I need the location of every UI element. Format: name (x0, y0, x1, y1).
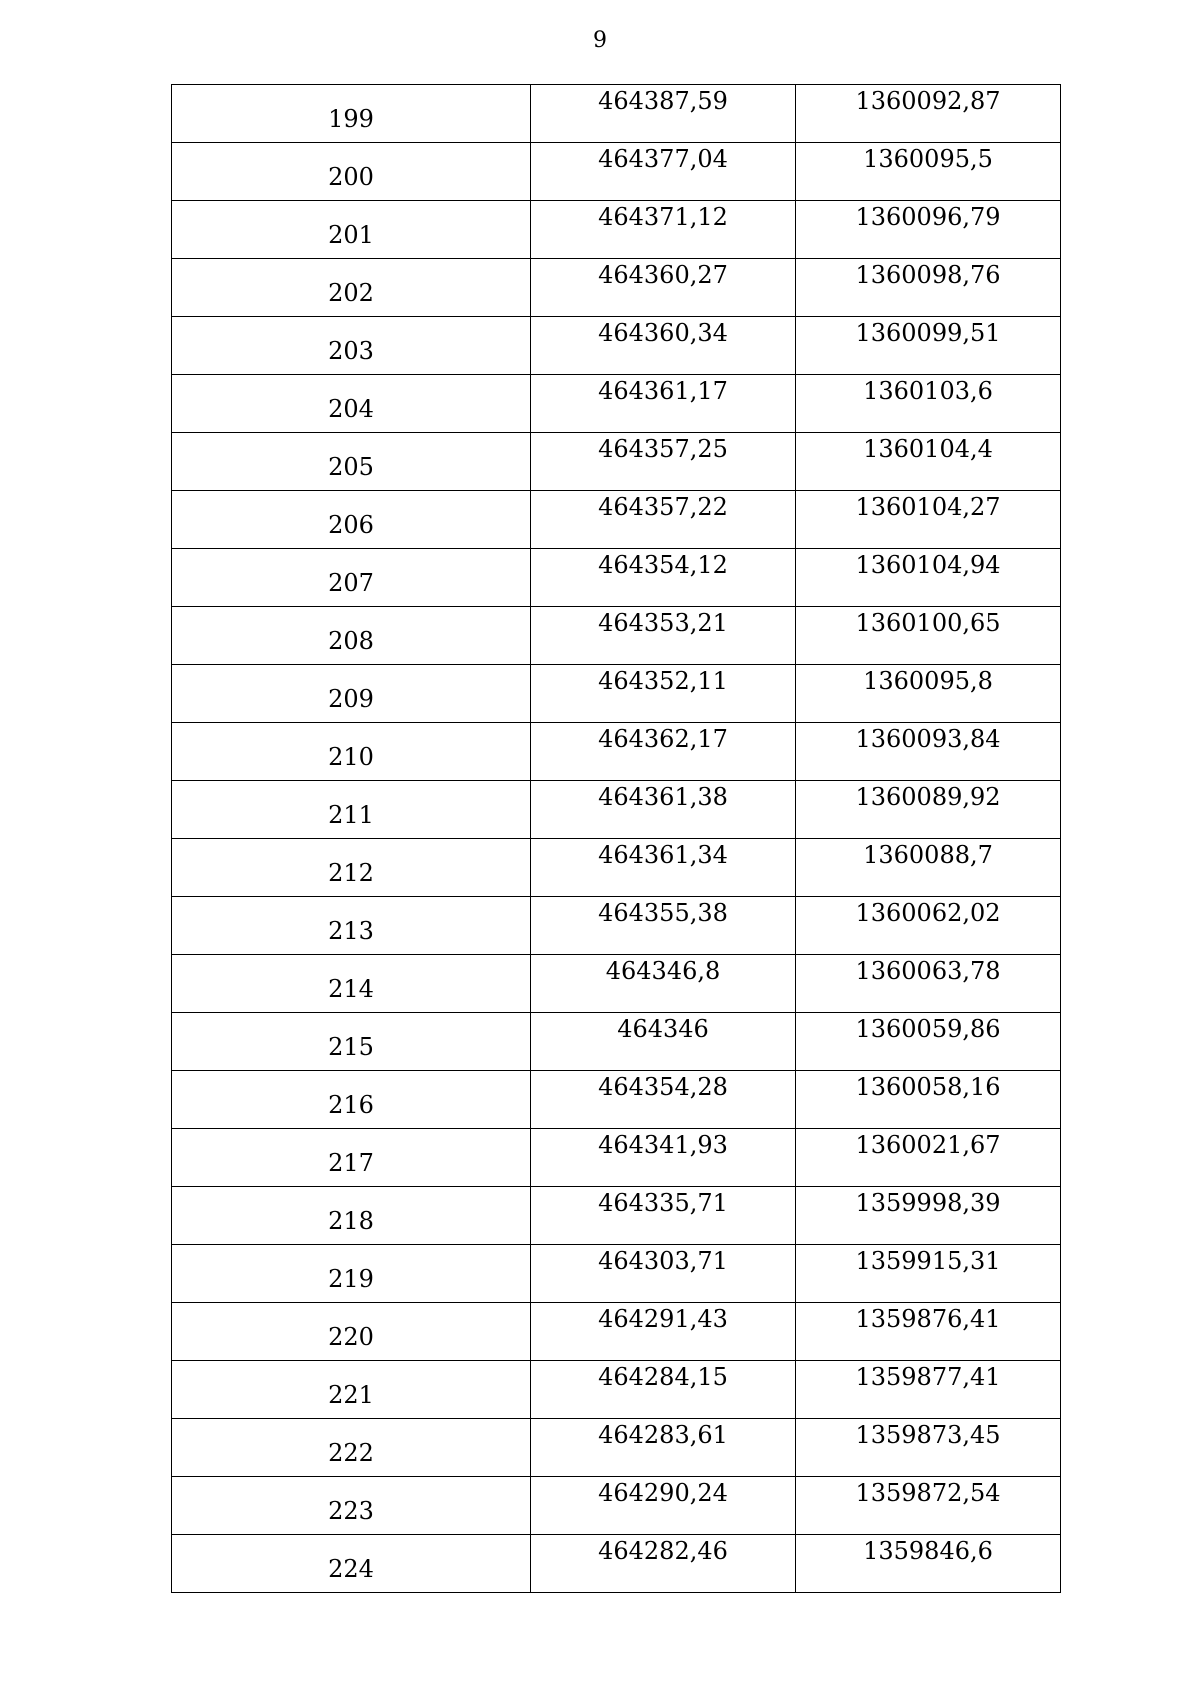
y-coordinate-cell: 1360021,67 (796, 1129, 1061, 1187)
table-row (172, 665, 1061, 723)
coordinates-table-body (172, 85, 1061, 1593)
y-coordinate-cell: 1359846,6 (796, 1535, 1061, 1593)
point-number-cell: 216 (172, 1071, 531, 1129)
table-row (172, 1245, 1061, 1303)
table-row (172, 1535, 1061, 1593)
x-coordinate-cell: 464353,21 (531, 607, 796, 665)
y-coordinate-cell: 1360058,16 (796, 1071, 1061, 1129)
table-row (172, 1013, 1061, 1071)
x-coordinate-cell: 464284,15 (531, 1361, 796, 1419)
y-coordinate-cell: 1359873,45 (796, 1419, 1061, 1477)
point-number-cell: 210 (172, 723, 531, 781)
y-coordinate-cell: 1359876,41 (796, 1303, 1061, 1361)
point-number-cell: 209 (172, 665, 531, 723)
page-number: 9 (593, 28, 607, 53)
point-number-cell: 220 (172, 1303, 531, 1361)
x-coordinate-cell: 464355,38 (531, 897, 796, 955)
table-row (172, 723, 1061, 781)
x-coordinate-cell: 464360,27 (531, 259, 796, 317)
table-row (172, 491, 1061, 549)
point-number-cell: 214 (172, 955, 531, 1013)
y-coordinate-cell: 1360095,8 (796, 665, 1061, 723)
point-number-cell: 211 (172, 781, 531, 839)
x-coordinate-cell: 464341,93 (531, 1129, 796, 1187)
x-coordinate-cell: 464346,8 (531, 955, 796, 1013)
y-coordinate-cell: 1360103,6 (796, 375, 1061, 433)
x-coordinate-cell: 464357,25 (531, 433, 796, 491)
x-coordinate-cell: 464354,12 (531, 549, 796, 607)
y-coordinate-cell: 1360062,02 (796, 897, 1061, 955)
table-row (172, 1129, 1061, 1187)
x-coordinate-cell: 464371,12 (531, 201, 796, 259)
point-number-cell: 222 (172, 1419, 531, 1477)
x-coordinate-cell: 464361,38 (531, 781, 796, 839)
x-coordinate-cell: 464352,11 (531, 665, 796, 723)
table-row (172, 1477, 1061, 1535)
point-number-cell: 202 (172, 259, 531, 317)
table-row (172, 549, 1061, 607)
table-row (172, 607, 1061, 665)
point-number-cell: 223 (172, 1477, 531, 1535)
y-coordinate-cell: 1360104,27 (796, 491, 1061, 549)
y-coordinate-cell: 1359872,54 (796, 1477, 1061, 1535)
table-row (172, 433, 1061, 491)
x-coordinate-cell: 464291,43 (531, 1303, 796, 1361)
table-row (172, 201, 1061, 259)
table-row (172, 1071, 1061, 1129)
point-number-cell: 221 (172, 1361, 531, 1419)
table-row (172, 1419, 1061, 1477)
table-row (172, 317, 1061, 375)
point-number-cell: 199 (172, 85, 531, 143)
table-row (172, 85, 1061, 143)
y-coordinate-cell: 1359877,41 (796, 1361, 1061, 1419)
x-coordinate-cell: 464283,61 (531, 1419, 796, 1477)
y-coordinate-cell: 1360059,86 (796, 1013, 1061, 1071)
table-row (172, 897, 1061, 955)
point-number-cell: 217 (172, 1129, 531, 1187)
point-number-cell: 213 (172, 897, 531, 955)
y-coordinate-cell: 1359915,31 (796, 1245, 1061, 1303)
table-row (172, 1303, 1061, 1361)
x-coordinate-cell: 464335,71 (531, 1187, 796, 1245)
point-number-cell: 206 (172, 491, 531, 549)
coordinates-table (171, 84, 1061, 1593)
point-number-cell: 205 (172, 433, 531, 491)
x-coordinate-cell: 464354,28 (531, 1071, 796, 1129)
x-coordinate-cell: 464346 (531, 1013, 796, 1071)
point-number-cell: 218 (172, 1187, 531, 1245)
y-coordinate-cell: 1360092,87 (796, 85, 1061, 143)
y-coordinate-cell: 1360093,84 (796, 723, 1061, 781)
point-number-cell: 200 (172, 143, 531, 201)
point-number-cell: 201 (172, 201, 531, 259)
y-coordinate-cell: 1360063,78 (796, 955, 1061, 1013)
y-coordinate-cell: 1360089,92 (796, 781, 1061, 839)
y-coordinate-cell: 1360104,94 (796, 549, 1061, 607)
table-row (172, 143, 1061, 201)
y-coordinate-cell: 1360100,65 (796, 607, 1061, 665)
table-row (172, 839, 1061, 897)
table-row (172, 955, 1061, 1013)
x-coordinate-cell: 464361,17 (531, 375, 796, 433)
y-coordinate-cell: 1359998,39 (796, 1187, 1061, 1245)
x-coordinate-cell: 464362,17 (531, 723, 796, 781)
x-coordinate-cell: 464387,59 (531, 85, 796, 143)
point-number-cell: 208 (172, 607, 531, 665)
table-row (172, 259, 1061, 317)
table-row (172, 375, 1061, 433)
point-number-cell: 219 (172, 1245, 531, 1303)
x-coordinate-cell: 464290,24 (531, 1477, 796, 1535)
x-coordinate-cell: 464361,34 (531, 839, 796, 897)
y-coordinate-cell: 1360095,5 (796, 143, 1061, 201)
point-number-cell: 212 (172, 839, 531, 897)
point-number-cell: 203 (172, 317, 531, 375)
y-coordinate-cell: 1360099,51 (796, 317, 1061, 375)
y-coordinate-cell: 1360096,79 (796, 201, 1061, 259)
y-coordinate-cell: 1360088,7 (796, 839, 1061, 897)
y-coordinate-cell: 1360098,76 (796, 259, 1061, 317)
x-coordinate-cell: 464377,04 (531, 143, 796, 201)
point-number-cell: 207 (172, 549, 531, 607)
table-row (172, 1361, 1061, 1419)
x-coordinate-cell: 464282,46 (531, 1535, 796, 1593)
table-row (172, 781, 1061, 839)
point-number-cell: 224 (172, 1535, 531, 1593)
point-number-cell: 215 (172, 1013, 531, 1071)
x-coordinate-cell: 464357,22 (531, 491, 796, 549)
x-coordinate-cell: 464360,34 (531, 317, 796, 375)
x-coordinate-cell: 464303,71 (531, 1245, 796, 1303)
table-row (172, 1187, 1061, 1245)
y-coordinate-cell: 1360104,4 (796, 433, 1061, 491)
point-number-cell: 204 (172, 375, 531, 433)
